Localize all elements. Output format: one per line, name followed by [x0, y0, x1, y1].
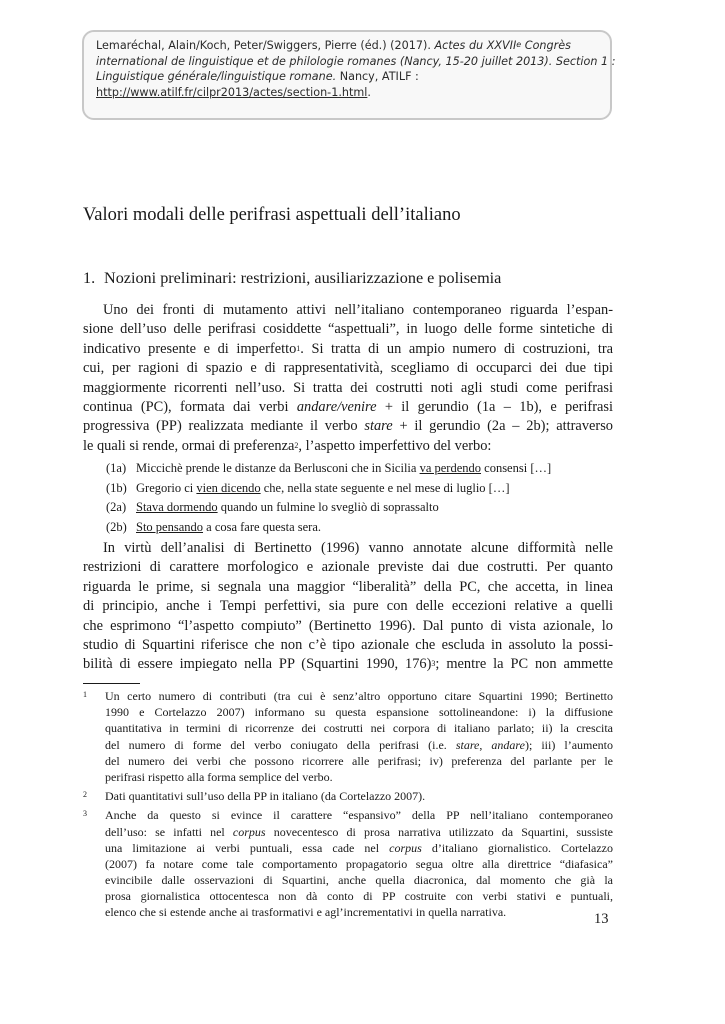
article-title: Valori modali delle perifrasi aspettuali dell’italiano	[83, 205, 461, 225]
text-line: Anche da questo si evince il carattere “espansivo” della PP nell’italiano contemporaneo	[105, 808, 613, 823]
text-line: prosa giornalistica ottocentesca non dà conto di PP costruite con verbi stativi e puntuali,	[105, 889, 613, 904]
footnote-ref-3[interactable]: 3	[431, 659, 436, 669]
citation-section-title: Linguistique générale/linguistique romane.	[96, 70, 337, 84]
text-line: Dati quantitativi sull’uso della PP in italiano (da Cortelazzo 2007).	[105, 789, 426, 804]
text-line: del numero dei verbi che possono ricorrere alle perifrasi; iv) preferenza del parlante per le	[105, 753, 613, 768]
footnote-ref-2[interactable]: 2	[294, 440, 299, 450]
text-line: 1990 e Cortelazzo 2007) informano su questa espansione sottolineandone: i) la diffusione	[105, 705, 613, 720]
text-line: progressiva (PP) realizzata mediante il verbo stare + il gerundio (2a – 2b); attraverso	[83, 418, 613, 435]
footnote-number: 3	[83, 809, 87, 819]
section-number: 1.	[83, 269, 96, 287]
paragraph-2	[83, 539, 613, 675]
example-2b: (2b) Sto pensando a cosa fare questa sera.	[106, 519, 322, 534]
text-line: sione dell’uso delle perifrasi cosiddette “aspettuali”, in luogo delle forme sintetiche di	[83, 321, 613, 338]
text-line: dell’uso: se infatti nel corpus novecentesco di prosa narrativa utilizzato da Squartini, sussiste	[105, 824, 614, 839]
text-line: (2007) fa notare come tale comportamento propagatorio segua oltre alla direttrice “diafasica”	[105, 856, 613, 871]
footnote-3	[83, 807, 613, 920]
text-line: continua (PC), formata dai verbi andare/venire + il gerundio (1a – 1b), e perifrasi	[83, 398, 613, 415]
footnote-1	[83, 688, 613, 785]
text-line: quantitativa in termini di ricorrenze dei costrutti nei corpora di italiano parlato; ii) la crescita	[105, 721, 613, 736]
text-line: maggiormente ricorrenti nell’uso. Si tratta dei costrutti noti agli studi come perifrasi	[83, 379, 613, 396]
citation-line-4: http://www.atilf.fr/cilpr2013/actes/section-1.html.	[96, 85, 371, 99]
example-1b: (1b) Gregorio ci vien dicendo che, nella state seguente e nel mese di luglio […]	[106, 480, 510, 495]
text-line: che esprimono “l’aspetto compiuto” (Bertinetto 1996). Dal punto di vista azionale, lo	[83, 617, 613, 634]
text-line: di principio, anche i Tempi perfettivi, sia pure con delle eccezioni relative a quelli	[83, 598, 613, 615]
section-title: Nozioni preliminari: restrizioni, ausiliarizzazione e polisemia	[104, 269, 502, 287]
citation-authors: Lemaréchal, Alain/Koch, Peter/Swiggers, Pierre (éd.) (2017).	[96, 39, 431, 52]
citation-line-3	[96, 69, 600, 85]
text-line: le quali si rende, ormai di preferenza$^2$, l’aspetto imperfettivo del verbo:	[83, 437, 492, 454]
text-line: In virtù dell’analisi di Bertinetto (1996) vanno annotate alcune difformità nelle	[103, 540, 613, 556]
text-line: Un certo numero di contributi (tra cui è senz’altro opportuno citare Squartini 1990; Bertinetto	[105, 689, 613, 703]
text-line: una limitazione ai verbi puntuali, essa cade nel corpus d’italiano giornalistico. Cortelazzo	[105, 840, 614, 855]
footnote-number: 2	[83, 790, 87, 800]
citation-proceedings-title: Actes du XXVIIe Congrès	[434, 39, 571, 52]
text-line: bilità di essere impiegato nella PP (Squartini 1990, 176)$^3$; mentre la PC non ammette	[83, 656, 613, 673]
text-line: riguarda le prime, si segnala una maggior “liberalità” della PC, che accetta, in linea	[83, 578, 613, 595]
text-line: studio di Squartini riferisce che non c’è tipo azionale che escluda in assoluto la possi-	[83, 636, 613, 653]
example-2a: (2a) Stava dormendo quando un fulmine lo svegliò di soprassalto	[106, 500, 439, 514]
text-line: del numero di forme del verbo coniugato della perifrasi (i.e. stare, andare); iii) l’aumento	[105, 737, 614, 752]
citation-publisher: Nancy, ATILF :	[339, 70, 419, 84]
citation-box	[82, 30, 616, 120]
text-line: Uno dei fronti di mutamento attivi nell’italiano contemporaneo riguarda l’espan-	[103, 302, 613, 318]
text-line: cui, per ragioni di spazio e di rappresentatività, scegliamo di occuparci dei due tipi	[83, 360, 613, 377]
citation-line-1	[96, 38, 600, 54]
paragraph-1	[83, 301, 613, 456]
footnote-ref-1[interactable]: 1	[296, 343, 301, 353]
example-1a: (1a) Miccichè prende le distanze da Berlusconi che in Sicilia va perdendo consensi […]	[106, 461, 552, 475]
text-line: evincibile dalle osservazioni di Squartini, anche quella diacronica, dal momento che già la	[105, 873, 613, 888]
footnote-divider	[83, 683, 140, 684]
footnote-2	[83, 788, 613, 804]
text-line: indicativo presente e di imperfetto$^1$. Si tratta di un ampio numero di costruzioni, tra	[83, 340, 614, 357]
citation-line-2: international de linguistique et de philologie romanes (Nancy, 15-20 juillet 2013). Section 1 :	[96, 54, 616, 68]
text-line: restrizioni di carattere morfologico e azionale previste dai due costrutti. Per quanto	[83, 559, 613, 576]
text-line: perifrasi rispetto alla forma semplice del verbo.	[105, 769, 333, 784]
footnotes	[83, 688, 613, 921]
citation-url-link[interactable]: http://www.atilf.fr/cilpr2013/actes/section-1.html	[96, 85, 368, 99]
page-number: 13	[594, 911, 609, 927]
section-heading	[83, 269, 501, 288]
footnote-number: 1	[83, 690, 87, 699]
example-list	[106, 459, 551, 537]
text-line: elenco che si estende anche ai trasformativi e agl’incrementativi in quella narrativa.	[105, 905, 507, 920]
